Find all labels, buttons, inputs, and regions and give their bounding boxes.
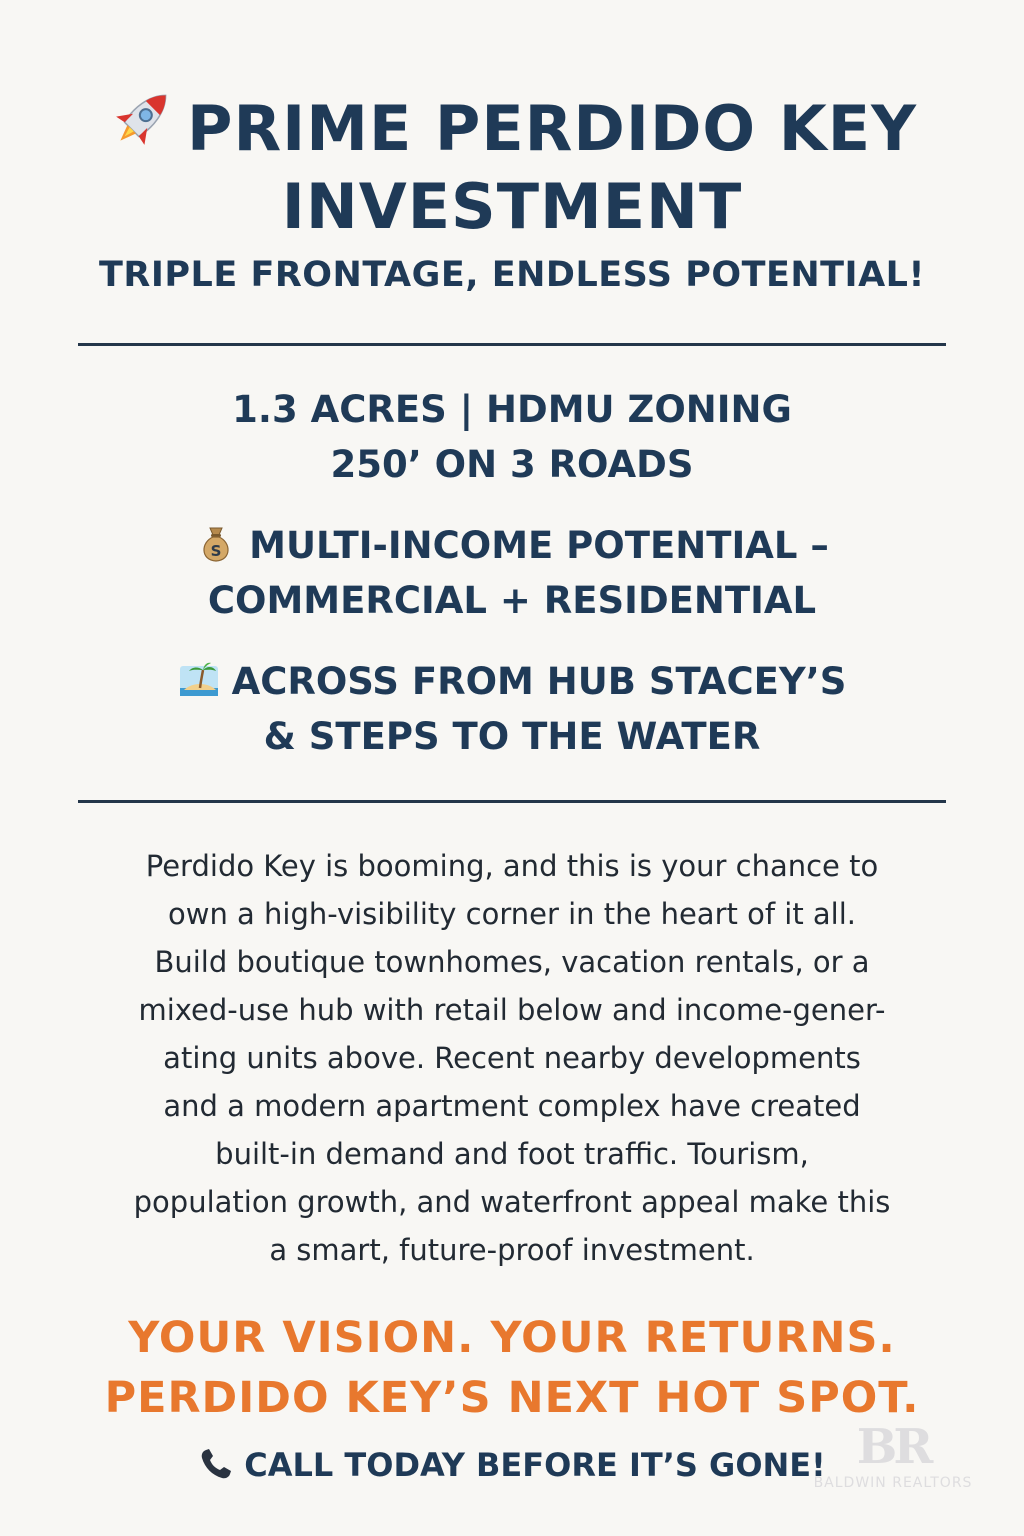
key-facts [0,382,1024,790]
description-line: population growth, and waterfront appeal make this [133,1185,891,1219]
cta-line: PERDIDO KEY’S NEXT HOT SPOT. [104,1373,920,1423]
description [80,842,944,1274]
description-line: Build boutique townhomes, vacation rentals, or a [154,945,870,979]
description-line: a smart, future-proof investment. [269,1233,755,1267]
call-to-action [0,1308,1024,1428]
fact-line: MULTI-INCOME POTENTIAL – [249,524,829,567]
svg-text:S: S [210,542,222,560]
fact-income-potential [0,518,1024,628]
description-line: and a modern apartment complex have created [163,1089,861,1123]
brand-name: BALDWIN REALTORS [813,1475,973,1491]
fact-line: COMMERCIAL + RESIDENTIAL [207,579,817,622]
title-line-2: INVESTMENT [281,170,743,243]
fact-line: ACROSS FROM HUB STACEY’S [231,660,847,703]
fact-acreage-zoning [0,382,1024,492]
beach-island-icon [178,658,220,700]
money-bag-icon [195,522,237,564]
call-text: CALL TODAY BEFORE IT’S GONE! [244,1446,826,1484]
cta-line: YOUR VISION. YOUR RETURNS. [128,1313,896,1363]
listing-subtitle: TRIPLE FRONTAGE, ENDLESS POTENTIAL! [99,255,925,295]
divider-top [78,343,946,346]
listing-title [0,82,1024,246]
description-line: ating units above. Recent nearby developments [163,1041,861,1075]
fact-line: 1.3 ACRES | HDMU ZONING [232,388,792,431]
description-line: own a high-visibility corner in the heart of it all. [167,897,857,931]
fact-location [0,654,1024,764]
description-line: Perdido Key is booming, and this is your chance to [145,849,879,883]
title-line-1: PRIME PERDIDO KEY [187,92,917,165]
brand-logo-mark: BR [856,1419,930,1475]
brand-watermark [788,1420,998,1500]
fact-line: 250’ ON 3 ROADS [330,443,694,486]
description-line: mixed-use hub with retail below and income-gener- [138,993,886,1027]
fact-line: & STEPS TO THE WATER [263,715,761,758]
phone-icon [198,1446,234,1482]
divider-bottom [78,800,946,803]
description-line: built-in demand and foot traffic. Tourism, [215,1137,809,1171]
rocket-icon [107,82,179,154]
